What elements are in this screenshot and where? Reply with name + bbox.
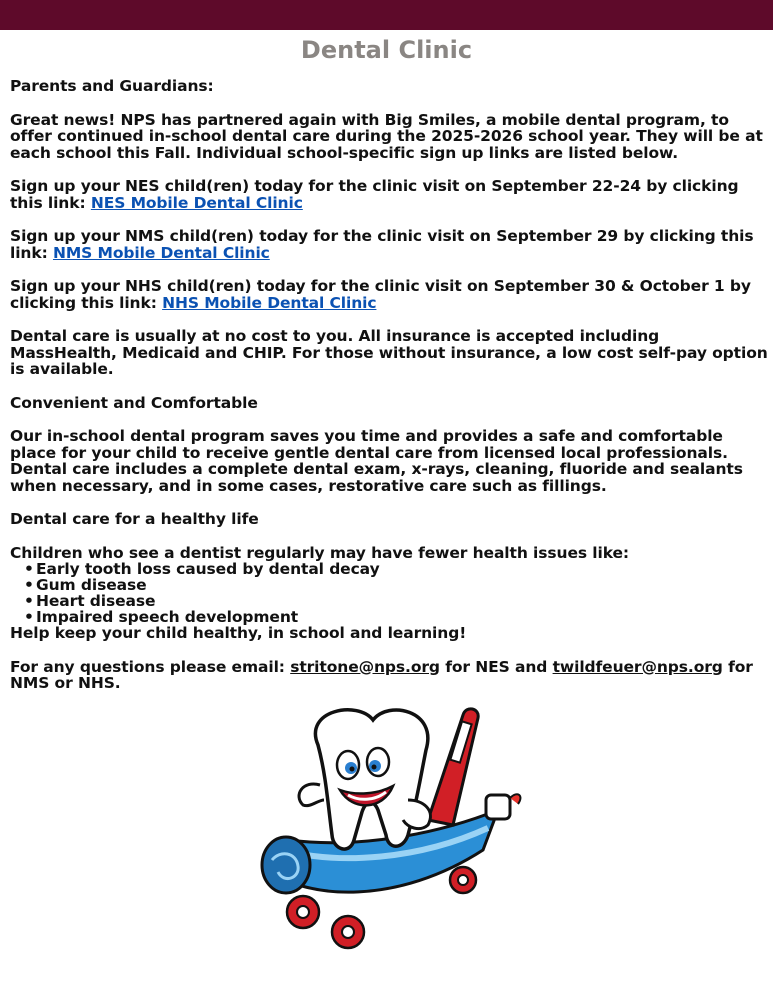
contact-paragraph: For any questions please email: stritone@nps.org for NES and twildfeuer@nps.org for NMS or NHS.: [10, 657, 753, 692]
health-lead: Children who see a dentist regularly may have fewer health issues like:: [10, 543, 630, 562]
nhs-signup: Sign up your NHS child(ren) today for the clinic visit on September 30 & October 1 by clicking this link: NHS Mobile Dental Clinic: [10, 277, 751, 312]
cost-paragraph: Dental care is usually at no cost to you. All insurance is accepted including MassHealth, Medicaid and CHIP. For those without insurance, a low cost self-pay option is available.: [10, 327, 768, 378]
list-item: • Gum disease: [36, 577, 768, 593]
tooth-character: [299, 710, 430, 849]
page-title: Dental Clinic: [300, 36, 473, 64]
nms-signup-link[interactable]: NMS Mobile Dental Clinic: [52, 243, 270, 262]
convenient-paragraph: Our in-school dental program saves you time and provides a safe and comfortable place for your child to receive gentle dental care from licensed local professionals. Dental care includes a complete dental exam, x-rays, cleaning, fluoride and sealants when necessary, and in some cases, restorative care such as fillings.: [10, 427, 743, 495]
tooth-mascot-illustration: [248, 700, 523, 950]
nhs-signup-link[interactable]: NHS Mobile Dental Clinic: [162, 293, 377, 312]
health-issues-list: [10, 561, 768, 625]
article-body: [10, 78, 768, 709]
toothbrush: [428, 709, 478, 825]
list-item: • Early tooth loss caused by dental decay: [36, 561, 768, 577]
email-link-nms-nhs[interactable]: twildfeuer@nps.org: [552, 657, 723, 676]
list-item: • Impaired speech development: [36, 609, 768, 625]
nms-signup: Sign up your NMS child(ren) today for the clinic visit on September 29 by clicking this link: NMS Mobile Dental Clinic: [10, 227, 754, 262]
section-heading-healthy-life: Dental care for a healthy life: [10, 510, 259, 528]
greeting: Parents and Guardians:: [10, 77, 214, 95]
health-closing: Help keep your child healthy, in school and learning!: [10, 624, 467, 642]
section-heading-convenient: Convenient and Comfortable: [10, 393, 258, 412]
nes-signup: Sign up your NES child(ren) today for the clinic visit on September 22-24 by clicking this link: NES Mobile Dental Clinic: [10, 177, 739, 212]
intro-paragraph: Great news! NPS has partnered again with Big Smiles, a mobile dental program, to offer continued in-school dental care during the 2025-2026 school year. They will be at each school this Fall. Individual school-specific sign up links are listed below.: [10, 110, 763, 162]
email-link-nes[interactable]: stritone@nps.org: [290, 657, 440, 676]
list-item: • Heart disease: [36, 593, 768, 609]
nes-signup-link[interactable]: NES Mobile Dental Clinic: [90, 193, 303, 212]
top-banner: [0, 0, 773, 30]
